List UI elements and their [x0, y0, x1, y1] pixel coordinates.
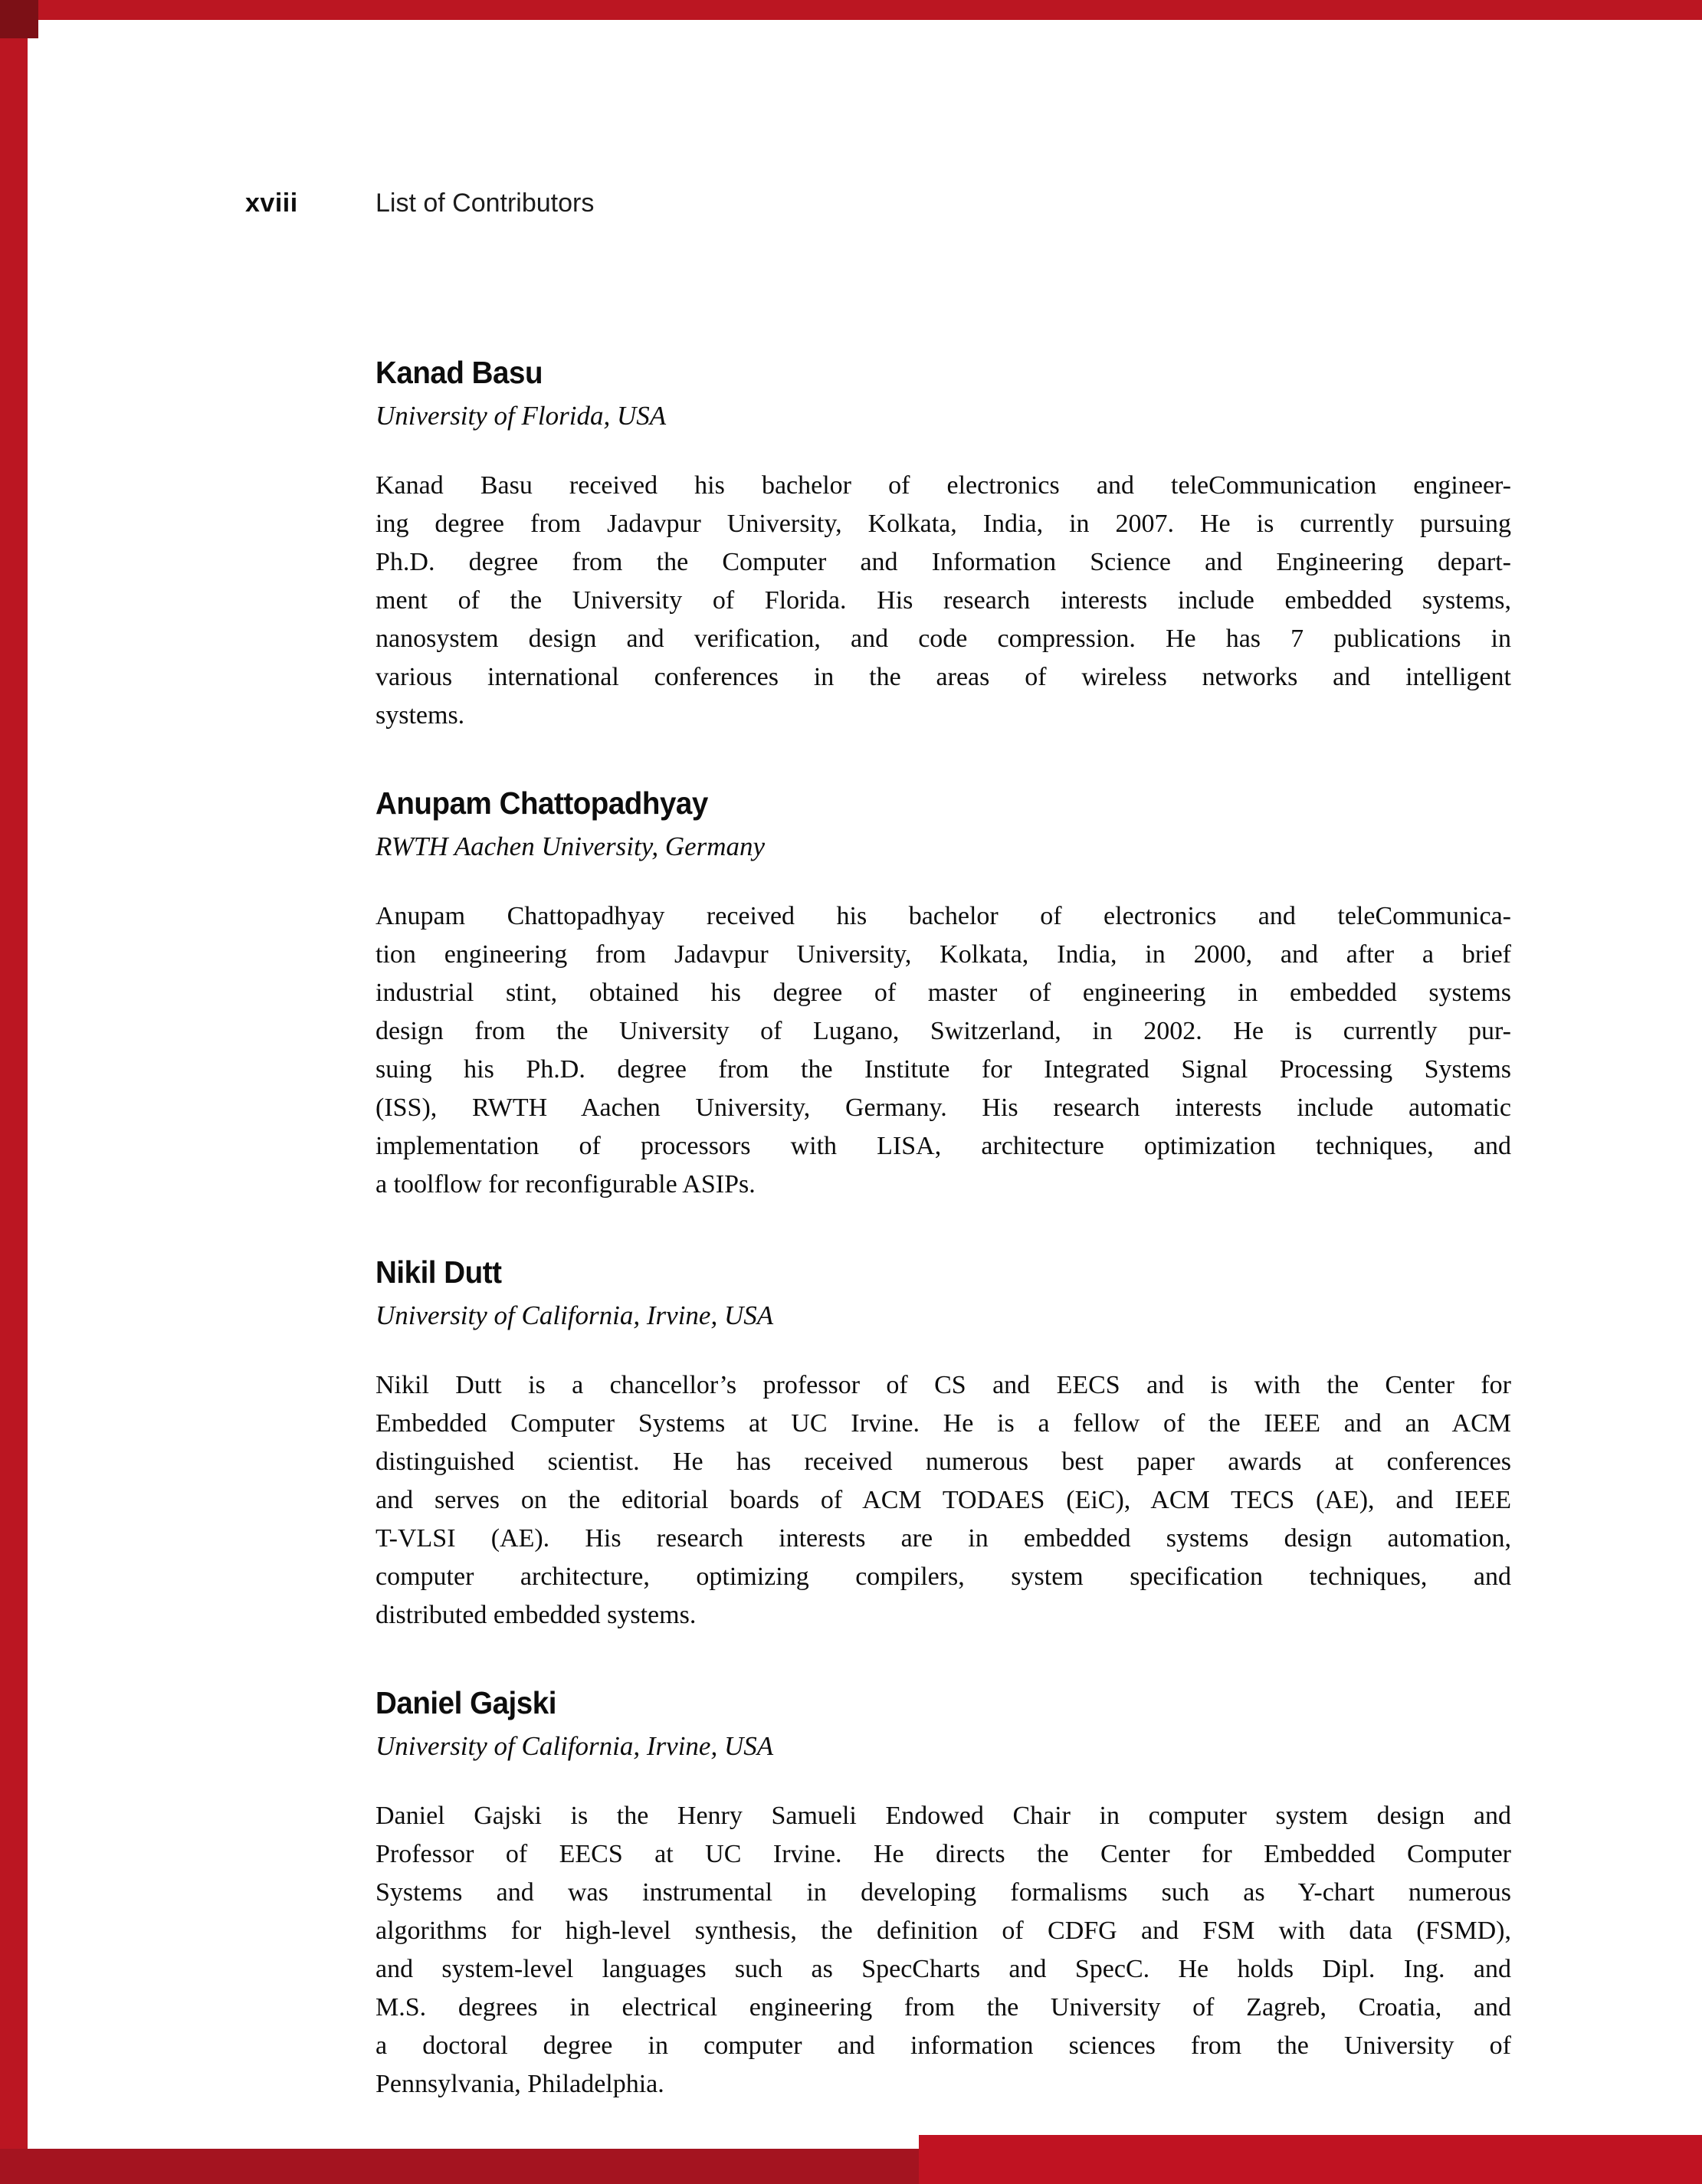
bio-line: industrial stint, obtained his degree of master of engineering in embedded systems: [375, 979, 1511, 1007]
bio-line: algorithms for high-level synthesis, the definition of CDFG and FSM with data (FSMD),: [375, 1917, 1511, 1945]
book-edge-corner: [0, 0, 38, 38]
book-edge-top: [0, 0, 1702, 20]
contributor-entry: [375, 1687, 1511, 2104]
bio-line: implementation of processors with LISA, architecture optimization techniques, and: [375, 1132, 1511, 1160]
bio-line: (ISS), RWTH Aachen University, Germany. His research interests include automatic: [375, 1094, 1511, 1122]
bio-line: Daniel Gajski is the Henry Samueli Endowed Chair in computer system design and: [375, 1802, 1511, 1830]
contributor-bio: [375, 1366, 1511, 1635]
book-edge-bottom-right: [919, 2135, 1702, 2184]
bio-line: ment of the University of Florida. His research interests include embedded systems,: [375, 586, 1511, 615]
contributor-bio: [375, 1797, 1511, 2104]
bio-line: systems.: [375, 701, 465, 730]
bio-line: distinguished scientist. He has received numerous best paper awards at conferences: [375, 1448, 1511, 1476]
bio-line: and system-level languages such as SpecCharts and SpecC. He holds Dipl. Ing. and: [375, 1955, 1511, 1983]
running-title: List of Contributors: [375, 189, 595, 218]
bio-line: Kanad Basu received his bachelor of electronics and teleCommunication engineer-: [375, 471, 1511, 500]
bio-line: Professor of EECS at UC Irvine. He directs the Center for Embedded Computer: [375, 1840, 1511, 1868]
bio-line: and serves on the editorial boards of ACM TODAES (EiC), ACM TECS (AE), and IEEE: [375, 1486, 1511, 1514]
bio-line: Embedded Computer Systems at UC Irvine. He is a fellow of the IEEE and an ACM: [375, 1409, 1511, 1438]
contributor-bio: [375, 467, 1511, 735]
running-header: [245, 189, 594, 218]
bio-line: nanosystem design and verification, and code compression. He has 7 publications in: [375, 625, 1511, 653]
contributor-affiliation: University of California, Irvine, USA: [375, 1731, 774, 1761]
bio-line: M.S. degrees in electrical engineering from the University of Zagreb, Croatia, and: [375, 1993, 1511, 2022]
bio-line: Nikil Dutt is a chancellor’s professor of CS and EECS and is with the Center for: [375, 1371, 1511, 1399]
bio-line: a doctoral degree in computer and information sciences from the University of: [375, 2032, 1511, 2060]
bio-line: various international conferences in the areas of wireless networks and intelligent: [375, 663, 1511, 691]
bio-line: a toolflow for reconfigurable ASIPs.: [375, 1170, 756, 1199]
page-number: xviii: [245, 189, 298, 218]
bio-line: Pennsylvania, Philadelphia.: [375, 2070, 664, 2098]
contributor-entry: [375, 787, 1511, 1204]
bio-line: Ph.D. degree from the Computer and Information Science and Engineering depart-: [375, 548, 1511, 576]
bio-line: ing degree from Jadavpur University, Kolkata, India, in 2007. He is currently pursuing: [375, 510, 1511, 538]
contributor-name: Anupam Chattopadhyay: [375, 785, 708, 821]
bio-line: distributed embedded systems.: [375, 1601, 697, 1629]
bio-line: T-VLSI (AE). His research interests are in embedded systems design automation,: [375, 1524, 1511, 1553]
contributor-entry: [375, 1256, 1511, 1635]
contributor-affiliation: RWTH Aachen University, Germany: [375, 831, 766, 861]
contributor-name: Daniel Gajski: [375, 1685, 556, 1720]
contributor-affiliation: University of California, Irvine, USA: [375, 1300, 774, 1330]
bio-line: tion engineering from Jadavpur University, Kolkata, India, in 2000, and after a brief: [375, 940, 1511, 969]
bio-line: Anupam Chattopadhyay received his bachelor of electronics and teleCommunica-: [375, 902, 1511, 930]
contributors-list: [375, 356, 1511, 2104]
bio-line: suing his Ph.D. degree from the Institute for Integrated Signal Processing Systems: [375, 1055, 1511, 1084]
contributor-entry: [375, 356, 1511, 735]
contributor-bio: [375, 897, 1511, 1204]
contributor-name: Kanad Basu: [375, 355, 543, 390]
contributor-affiliation: University of Florida, USA: [375, 401, 667, 431]
bio-line: design from the University of Lugano, Switzerland, in 2002. He is currently pur-: [375, 1017, 1511, 1045]
book-edge-left: [0, 0, 28, 2184]
bio-line: Systems and was instrumental in developing formalisms such as Y-chart numerous: [375, 1878, 1511, 1907]
contributor-name: Nikil Dutt: [375, 1254, 502, 1290]
bio-line: computer architecture, optimizing compilers, system specification techniques, and: [375, 1563, 1511, 1591]
